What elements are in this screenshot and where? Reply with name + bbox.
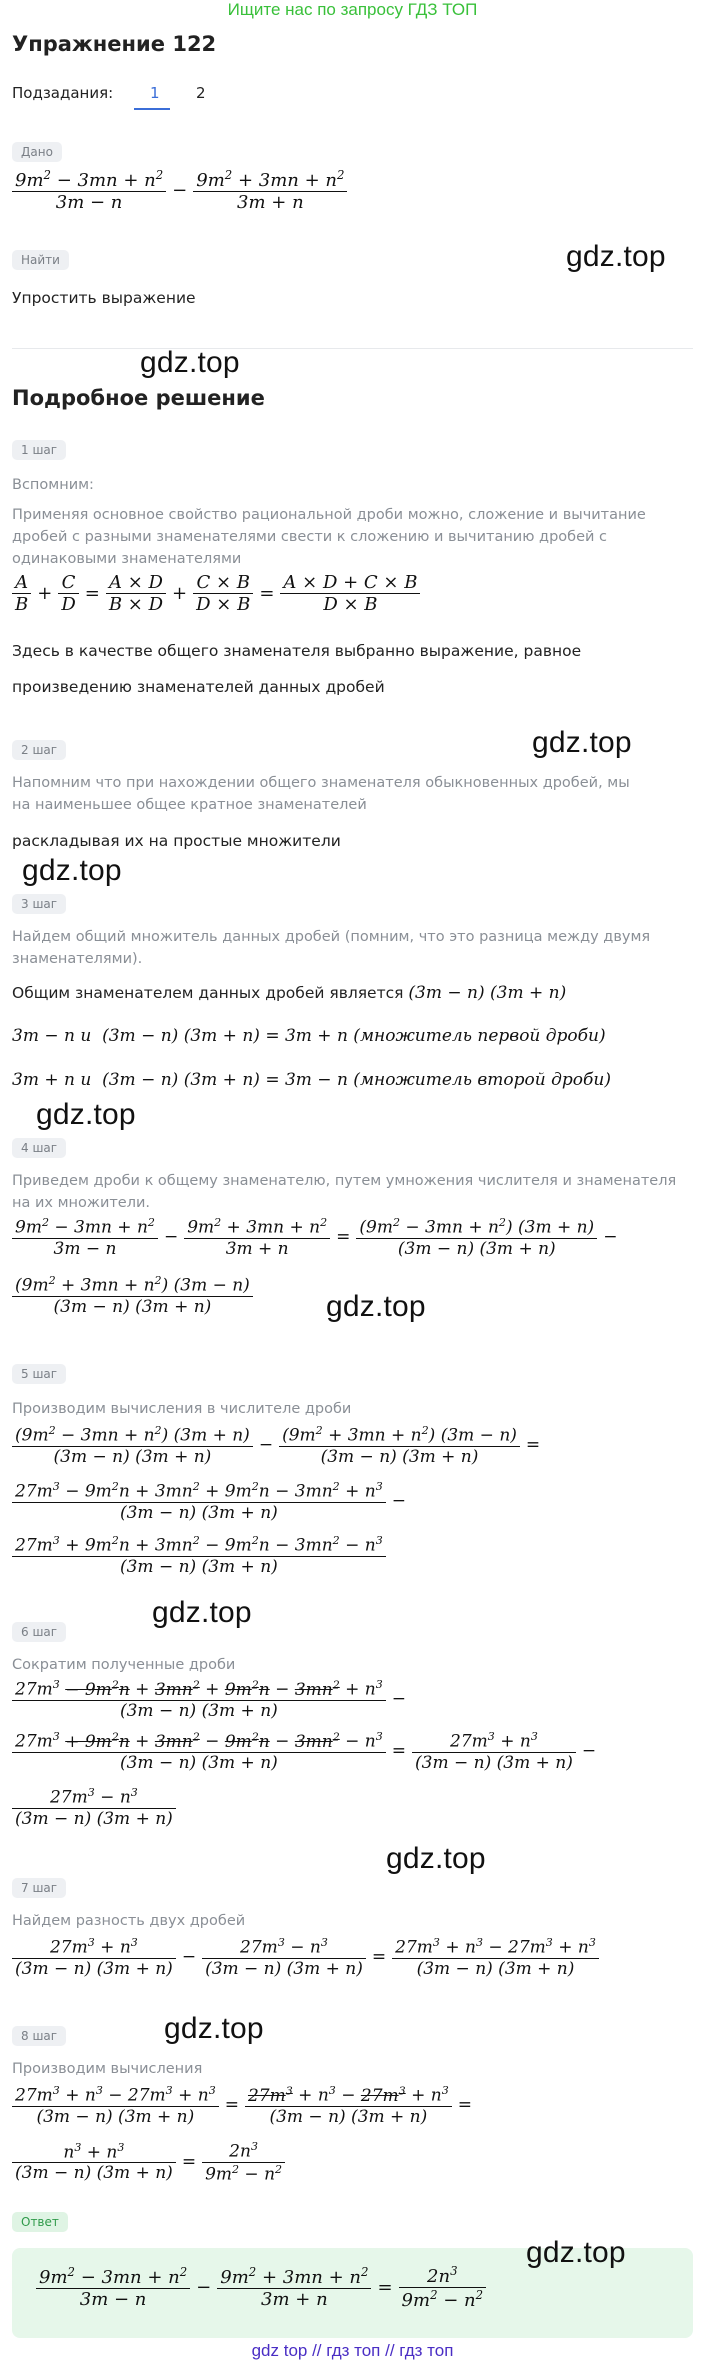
step-4-text: Приведем дроби к общему знаменателю, путем умножения числителя и знаменателя на их множители. <box>12 1173 677 1211</box>
step-1-formula: $\frac{A}{B}$ + $\frac{C}{D}$ = $\frac{A \times D}{B \times D}$ + $\frac{C \times B}{D \times B}$ = $\frac{A \times D + C \times B}{D \times B}$ <box>12 572 420 615</box>
watermark: gdz.top <box>326 1290 426 1323</box>
step-5-text: Производим вычисления в числителе дроби <box>12 1401 352 1417</box>
given-tag: Дано <box>12 142 62 162</box>
watermark: gdz.top <box>140 346 240 379</box>
step-1-recall: Вспомним: <box>12 477 94 493</box>
step-2-text: Напомним что при нахождении общего знаменателя обыкновенных дробей, мы на наименьшее общее кратное знаменателей <box>12 775 630 813</box>
step-3-common: Общим знаменателем данных дробей является (3m − n) (3m + n) <box>12 983 567 1003</box>
step-5-tag: 5 шаг <box>12 1364 66 1384</box>
search-banner: Ищите нас по запросу ГДЗ ТОП <box>227 0 478 19</box>
watermark: gdz.top <box>152 1596 252 1629</box>
step-2-tag: 2 шаг <box>12 740 66 760</box>
solution-title: Подробное решение <box>12 386 265 410</box>
step-6-text: Сократим полученные дроби <box>12 1657 236 1673</box>
subtasks-label: Подзадания: <box>12 84 114 102</box>
divider <box>12 348 693 349</box>
page-title: Упражнение 122 <box>12 32 217 56</box>
subtask-tab-1[interactable]: 1 <box>150 84 160 102</box>
step-3-line-1: 3m − n и (3m − n) (3m + n) = 3m + n (множитель первой дроби) <box>12 1026 606 1046</box>
answer-tag: Ответ <box>12 2212 68 2232</box>
watermark: gdz.top <box>164 2012 264 2045</box>
step-3-tag: 3 шаг <box>12 894 66 914</box>
subtasks-bar <box>12 84 113 102</box>
step-7-formula: $\frac{27m^3 + n^3}{(3m - n) (3m + n)}$ − $\frac{27m^3 - n^3}{(3m - n) (3m + n)}$ = $\frac{27m^3 + n^3 - 27m^3 + n^3}{(3m - n) (3m + n)}$ <box>12 1936 599 1979</box>
step-1-note-2: произведению знаменателей данных дробей <box>12 678 385 696</box>
step-1-note-1: Здесь в качестве общего знаменателя выбранно выражение, равное <box>12 642 582 660</box>
step-2-text-2: раскладывая их на простые множители <box>12 832 341 850</box>
step-5-formula-1: $\frac{(9m^2 - 3mn + n^2) (3m + n)}{(3m - n) (3m + n)}$ − $\frac{(9m^2 + 3mn + n^2) (3m - n)}{(3m - n) (3m + n)}$ = <box>12 1424 546 1467</box>
watermark: gdz.top <box>566 240 666 273</box>
watermark: gdz.top <box>36 1098 136 1131</box>
footer-links[interactable]: gdz top // гдз топ // гдз топ <box>251 2341 454 2360</box>
watermark: gdz.top <box>22 854 122 887</box>
step-5-formula-3: $\frac{27m^3 + 9m^2n + 3mn^2 - 9m^2n - 3mn^2 - n^3}{(3m - n) (3m + n)}$ <box>12 1534 386 1577</box>
step-8-formula-1: $\frac{27m^3 + n^3 - 27m^3 + n^3}{(3m - n) (3m + n)}$ = $\frac{27m^3 + n^3 - 27m^3 + n^3}{(3m - n) (3m + n)}$ = <box>12 2084 478 2127</box>
subtask-tab-2[interactable]: 2 <box>196 84 206 102</box>
step-1-tag: 1 шаг <box>12 440 66 460</box>
step-6-tag: 6 шаг <box>12 1622 66 1642</box>
active-tab-underline <box>134 108 170 110</box>
step-4-formula-1: $\frac{9m^2 - 3mn + n^2}{3m - n}$ − $\frac{9m^2 + 3mn + n^2}{3m + n}$ = $\frac{(9m^2 - 3mn + n^2) (3m + n)}{(3m - n) (3m + n)}$ − <box>12 1216 623 1259</box>
step-7-tag: 7 шаг <box>12 1878 66 1898</box>
step-3-text: Найдем общий множитель данных дробей (помним, что это разница между двумя знаменателями). <box>12 929 651 967</box>
step-5-formula-2: $\frac{27m^3 - 9m^2n + 3mn^2 + 9m^2n - 3mn^2 + n^3}{(3m - n) (3m + n)}$ − <box>12 1480 412 1523</box>
find-text: Упростить выражение <box>12 289 196 307</box>
step-6-formula-1: $\frac{27m^3 - 9m^2n + 3mn^2 + 9m^2n - 3mn^2 + n^3}{(3m - n) (3m + n)}$ − <box>12 1678 412 1721</box>
step-7-text: Найдем разность двух дробей <box>12 1913 246 1929</box>
watermark: gdz.top <box>526 2236 626 2269</box>
step-6-formula-3: $\frac{27m^3 - n^3}{(3m - n) (3m + n)}$ <box>12 1786 176 1829</box>
step-8-text: Производим вычисления <box>12 2061 203 2077</box>
step-8-tag: 8 шаг <box>12 2026 66 2046</box>
step-6-formula-2: $\frac{27m^3 + 9m^2n + 3mn^2 - 9m^2n - 3mn^2 - n^3}{(3m - n) (3m + n)}$ = $\frac{27m^3 + n^3}{(3m - n) (3m + n)}$ − <box>12 1730 602 1773</box>
step-1-text: Применяя основное свойство рациональной дроби можно, сложение и вычитание дробей с разными знаменателями свести к сложению и вычитанию дробей с одинаковыми знаменателями <box>12 507 646 567</box>
answer-formula: $\frac{9m^2 - 3mn + n^2}{3m - n}$ − $\frac{9m^2 + 3mn + n^2}{3m + n}$ = $\frac{2n^3}{9m^2 - n^2}$ <box>36 2264 486 2311</box>
watermark: gdz.top <box>532 726 632 759</box>
find-tag: Найти <box>12 250 69 270</box>
step-4-formula-2: $\frac{(9m^2 + 3mn + n^2) (3m - n)}{(3m - n) (3m + n)}$ <box>12 1274 253 1317</box>
step-3-line-2: 3m + n и (3m − n) (3m + n) = 3m − n (множитель второй дроби) <box>12 1070 611 1090</box>
given-expression: $\frac{9m^2 - 3mn + n^2}{3m - n}$ − $\frac{9m^2 + 3mn + n^2}{3m + n}$ <box>12 168 347 213</box>
watermark: gdz.top <box>386 1842 486 1875</box>
step-4-tag: 4 шаг <box>12 1138 66 1158</box>
step-8-formula-2: $\frac{n^3 + n^3}{(3m - n) (3m + n)}$ = $\frac{2n^3}{9m^2 - n^2}$ <box>12 2140 285 2184</box>
